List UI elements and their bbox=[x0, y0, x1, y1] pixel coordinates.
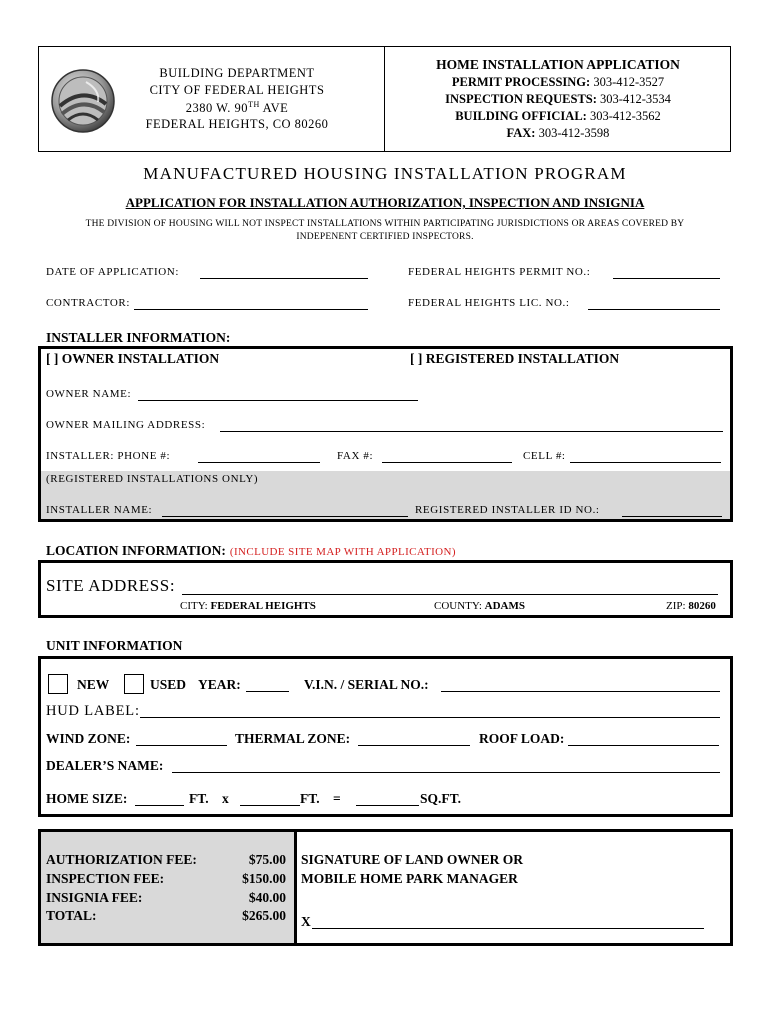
contact-fax: FAX: 303-412-3598 bbox=[506, 126, 610, 140]
equals-sign: = bbox=[333, 791, 341, 806]
total-fee-label: TOTAL: bbox=[46, 908, 97, 923]
owner-installation-option[interactable]: [ ] OWNER INSTALLATION bbox=[46, 351, 220, 366]
fees-divider bbox=[294, 832, 297, 943]
home-size-total-field[interactable] bbox=[356, 805, 419, 806]
authorization-fee-value: $75.00 bbox=[248, 852, 286, 867]
roof-load-label: ROOF LOAD: bbox=[479, 731, 565, 746]
contact-official: BUILDING OFFICIAL: 303-412-3562 bbox=[455, 109, 661, 123]
fees-shade bbox=[41, 832, 294, 943]
wind-zone-field[interactable] bbox=[136, 745, 227, 746]
installer-name-label: INSTALLER NAME: bbox=[46, 504, 153, 516]
date-label: DATE OF APPLICATION: bbox=[46, 266, 180, 278]
used-checkbox[interactable] bbox=[124, 674, 144, 694]
inspection-fee-label: INSPECTION FEE: bbox=[46, 871, 165, 886]
zip-info: ZIP: 80260 bbox=[666, 600, 716, 612]
dealer-name-label: DEALER’S NAME: bbox=[46, 758, 164, 773]
registered-only-note: (REGISTERED INSTALLATIONS ONLY) bbox=[46, 473, 259, 485]
mailing-address-label: OWNER MAILING ADDRESS: bbox=[46, 419, 206, 431]
vin-label: V.I.N. / SERIAL NO.: bbox=[304, 677, 429, 692]
unit-heading: UNIT INFORMATION bbox=[46, 638, 183, 653]
wind-zone-label: WIND ZONE: bbox=[46, 731, 131, 746]
installer-id-label: REGISTERED INSTALLER ID NO.: bbox=[415, 504, 600, 516]
contact-permit: PERMIT PROCESSING: 303-412-3527 bbox=[451, 75, 665, 89]
notice-line-2: INDEPENENT CERTIFIED INSPECTORS. bbox=[296, 232, 474, 242]
county-info: COUNTY: ADAMS bbox=[434, 600, 525, 612]
hud-label: HUD LABEL: bbox=[46, 703, 140, 719]
signature-title-1: SIGNATURE OF LAND OWNER OR bbox=[301, 852, 524, 867]
license-field[interactable] bbox=[588, 309, 720, 310]
ft-label-2: FT. bbox=[300, 791, 320, 806]
installer-fax-label: FAX #: bbox=[337, 450, 374, 462]
insignia-fee-value: $40.00 bbox=[248, 890, 286, 905]
signature-x-mark: X bbox=[301, 914, 311, 929]
total-fee-value: $265.00 bbox=[242, 908, 286, 923]
contact-inspection: INSPECTION REQUESTS: 303-412-3534 bbox=[445, 92, 671, 106]
street-address: 2380 W. 90TH AVE bbox=[185, 100, 289, 116]
city-state-zip: FEDERAL HEIGHTS, CO 80260 bbox=[145, 117, 329, 131]
date-field[interactable] bbox=[200, 278, 368, 279]
thermal-zone-label: THERMAL ZONE: bbox=[235, 731, 351, 746]
location-heading-row bbox=[46, 542, 456, 560]
site-map-note: (INCLUDE SITE MAP WITH APPLICATION) bbox=[229, 546, 456, 558]
license-label: FEDERAL HEIGHTS LIC. NO.: bbox=[408, 297, 570, 309]
installer-phone-field[interactable] bbox=[198, 462, 320, 463]
dept-name: BUILDING DEPARTMENT bbox=[159, 66, 315, 80]
dealer-name-field[interactable] bbox=[172, 772, 720, 773]
installer-cell-field[interactable] bbox=[570, 462, 721, 463]
roof-load-field[interactable] bbox=[568, 745, 719, 746]
home-size-width-field[interactable] bbox=[240, 805, 300, 806]
home-size-length-field[interactable] bbox=[135, 805, 184, 806]
contractor-field[interactable] bbox=[134, 309, 368, 310]
installer-fax-field[interactable] bbox=[382, 462, 512, 463]
installer-cell-label: CELL #: bbox=[523, 450, 566, 462]
permit-label: FEDERAL HEIGHTS PERMIT NO.: bbox=[408, 266, 591, 278]
location-heading: LOCATION INFORMATION: bbox=[46, 543, 226, 558]
ft-label-1: FT. bbox=[189, 791, 209, 806]
vin-field[interactable] bbox=[441, 691, 720, 692]
site-address-label: SITE ADDRESS: bbox=[46, 576, 176, 595]
program-title: MANUFACTURED HOUSING INSTALLATION PROGRAM bbox=[143, 164, 627, 183]
new-checkbox[interactable] bbox=[48, 674, 68, 694]
thermal-zone-field[interactable] bbox=[358, 745, 470, 746]
used-label: USED bbox=[150, 677, 187, 692]
year-field[interactable] bbox=[246, 691, 289, 692]
owner-name-field[interactable] bbox=[138, 400, 418, 401]
app-title: HOME INSTALLATION APPLICATION bbox=[436, 57, 680, 72]
mailing-address-field[interactable] bbox=[220, 431, 723, 432]
authorization-fee-label: AUTHORIZATION FEE: bbox=[46, 852, 197, 867]
installer-phone-label: INSTALLER: PHONE #: bbox=[46, 450, 171, 462]
installer-heading: INSTALLER INFORMATION: bbox=[46, 330, 231, 345]
installer-name-field[interactable] bbox=[162, 516, 408, 517]
inspection-fee-value: $150.00 bbox=[242, 871, 286, 886]
year-label: YEAR: bbox=[198, 677, 241, 692]
hud-field[interactable] bbox=[140, 717, 720, 718]
city-logo bbox=[50, 68, 116, 134]
owner-name-label: OWNER NAME: bbox=[46, 388, 132, 400]
city-info: CITY: FEDERAL HEIGHTS bbox=[180, 600, 316, 612]
sqft-label: SQ.FT. bbox=[420, 791, 462, 806]
city-name: CITY OF FEDERAL HEIGHTS bbox=[149, 83, 325, 97]
permit-field[interactable] bbox=[613, 278, 720, 279]
insignia-fee-label: INSIGNIA FEE: bbox=[46, 890, 143, 905]
signature-title-2: MOBILE HOME PARK MANAGER bbox=[301, 871, 518, 886]
contractor-label: CONTRACTOR: bbox=[46, 297, 131, 309]
new-label: NEW bbox=[77, 677, 110, 692]
times-sign: x bbox=[222, 791, 229, 806]
registered-installation-option[interactable]: [ ] REGISTERED INSTALLATION bbox=[410, 351, 620, 366]
application-subtitle: APPLICATION FOR INSTALLATION AUTHORIZATION, INSPECTION AND INSIGNIA bbox=[125, 195, 645, 210]
notice-line-1: THE DIVISION OF HOUSING WILL NOT INSPECT INSTALLATIONS WITHIN PARTICIPATING JURISDICTIONS OR AREAS COVERED BY bbox=[85, 219, 685, 229]
installer-id-field[interactable] bbox=[622, 516, 722, 517]
home-size-label: HOME SIZE: bbox=[46, 791, 128, 806]
site-address-field[interactable] bbox=[182, 594, 718, 595]
signature-field[interactable] bbox=[312, 928, 704, 929]
